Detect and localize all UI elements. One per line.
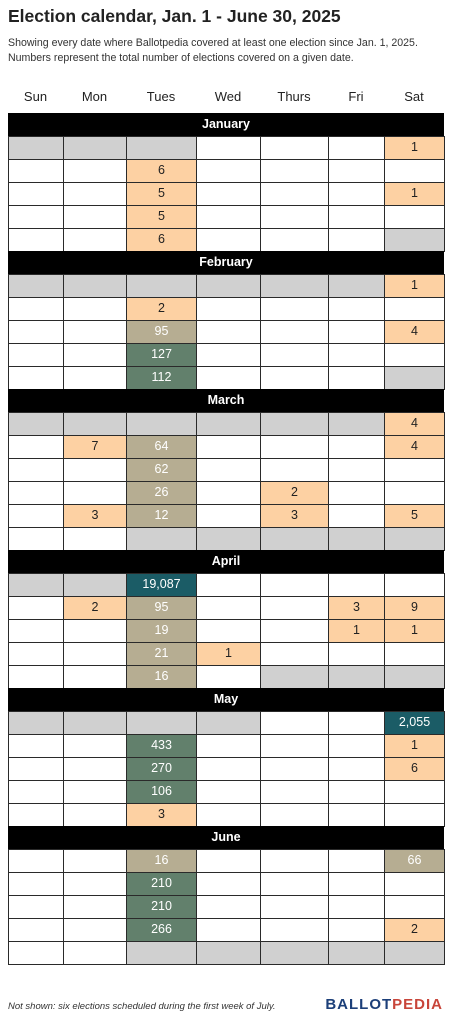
calendar-cell <box>8 228 64 252</box>
calendar-cell <box>63 734 127 758</box>
calendar-cell-elections: 19,087 <box>126 573 197 597</box>
calendar-cell-outside-month <box>384 941 445 965</box>
calendar-cell-outside-month <box>260 412 329 436</box>
calendar-cell <box>260 343 329 367</box>
calendar-cell-elections: 210 <box>126 872 197 896</box>
calendar-cell <box>63 757 127 781</box>
calendar-cell <box>196 481 261 505</box>
calendar-cell <box>196 780 261 804</box>
calendar-cell <box>8 734 64 758</box>
calendar-cell-elections: 3 <box>260 504 329 528</box>
calendar-cell <box>196 297 261 321</box>
calendar-cell-outside-month <box>126 941 197 965</box>
calendar-cell-elections: 16 <box>126 665 197 689</box>
calendar-cell-elections: 26 <box>126 481 197 505</box>
calendar-cell <box>8 665 64 689</box>
calendar-cell <box>196 504 261 528</box>
calendar-cell-elections: 270 <box>126 757 197 781</box>
logo-part-ballot: BALLOT <box>325 996 393 1013</box>
calendar-cell <box>63 159 127 183</box>
calendar-cell-outside-month <box>196 412 261 436</box>
calendar-cell-outside-month <box>196 711 261 735</box>
calendar-cell <box>8 872 64 896</box>
calendar-cell <box>328 642 385 666</box>
ballotpedia-logo <box>325 996 443 1013</box>
calendar-cell <box>8 297 64 321</box>
weekday-wed: Wed <box>214 89 242 104</box>
calendar-cell <box>196 136 261 160</box>
calendar-cell-elections: 5 <box>384 504 445 528</box>
calendar-cell <box>196 918 261 942</box>
calendar-cell <box>8 343 64 367</box>
calendar-cell <box>196 573 261 597</box>
calendar-cell <box>328 435 385 459</box>
calendar-cell <box>260 711 329 735</box>
calendar-cell <box>328 343 385 367</box>
calendar-cell <box>196 205 261 229</box>
calendar-cell <box>328 711 385 735</box>
calendar-cell <box>196 803 261 827</box>
calendar-cell <box>63 205 127 229</box>
calendar-cell-elections: 9 <box>384 596 445 620</box>
calendar-cell-outside-month <box>8 573 64 597</box>
calendar-cell <box>384 481 445 505</box>
calendar-cell <box>196 619 261 643</box>
calendar-cell <box>328 297 385 321</box>
calendar-cell <box>328 228 385 252</box>
calendar-cell-outside-month <box>328 941 385 965</box>
calendar-cell <box>63 849 127 873</box>
calendar-cell-elections: 3 <box>328 596 385 620</box>
calendar-cell <box>328 734 385 758</box>
calendar-cell <box>63 780 127 804</box>
calendar-cell <box>8 159 64 183</box>
calendar-cell <box>260 182 329 206</box>
calendar-cell <box>196 320 261 344</box>
calendar-cell <box>63 458 127 482</box>
calendar-cell <box>384 573 445 597</box>
calendar-cell <box>63 343 127 367</box>
calendar-cell <box>328 136 385 160</box>
calendar-cell <box>260 159 329 183</box>
weekday-sat: Sat <box>404 89 424 104</box>
calendar-cell-elections: 6 <box>384 757 445 781</box>
calendar-cell-elections: 62 <box>126 458 197 482</box>
calendar-cell <box>328 872 385 896</box>
calendar-cell <box>8 780 64 804</box>
calendar-cell <box>8 205 64 229</box>
calendar-cell <box>260 136 329 160</box>
calendar-cell <box>260 458 329 482</box>
calendar-cell <box>328 320 385 344</box>
calendar-cell-outside-month <box>328 665 385 689</box>
calendar-cell <box>196 228 261 252</box>
calendar-cell <box>384 205 445 229</box>
calendar-cell <box>8 642 64 666</box>
calendar-cell <box>260 849 329 873</box>
calendar-cell-outside-month <box>63 136 127 160</box>
calendar-cell <box>196 159 261 183</box>
weekday-tues: Tues <box>146 89 176 104</box>
calendar-cell-elections: 1 <box>384 734 445 758</box>
calendar-cell <box>63 366 127 390</box>
calendar-cell <box>384 803 445 827</box>
calendar-cell <box>260 918 329 942</box>
month-header-april: April <box>8 550 444 573</box>
calendar-cell <box>196 872 261 896</box>
calendar-cell-outside-month <box>8 274 64 298</box>
calendar-cell-outside-month <box>328 274 385 298</box>
calendar-cell <box>63 320 127 344</box>
calendar-cell-elections: 2 <box>63 596 127 620</box>
calendar-cell <box>260 573 329 597</box>
month-header-february: February <box>8 251 444 274</box>
calendar-cell <box>8 182 64 206</box>
calendar-cell <box>196 343 261 367</box>
calendar-cell <box>260 297 329 321</box>
calendar-cell <box>196 435 261 459</box>
chart-subtitle <box>8 36 448 66</box>
calendar-cell-elections: 127 <box>126 343 197 367</box>
calendar-cell <box>328 458 385 482</box>
calendar-cell <box>63 297 127 321</box>
calendar-cell <box>384 872 445 896</box>
calendar-cell <box>260 435 329 459</box>
calendar-cell-outside-month <box>196 941 261 965</box>
calendar-cell <box>8 435 64 459</box>
calendar-cell-outside-month <box>126 527 197 551</box>
calendar-cell-elections: 64 <box>126 435 197 459</box>
calendar-cell-outside-month <box>8 711 64 735</box>
calendar-cell <box>328 504 385 528</box>
calendar-cell-outside-month <box>63 573 127 597</box>
month-header-june: June <box>8 826 444 849</box>
calendar-cell <box>328 366 385 390</box>
calendar-cell <box>196 757 261 781</box>
calendar-cell-elections: 1 <box>384 136 445 160</box>
calendar-cell <box>260 228 329 252</box>
calendar-cell-elections: 4 <box>384 412 445 436</box>
calendar-cell <box>196 182 261 206</box>
calendar-cell <box>260 872 329 896</box>
calendar-cell-elections: 12 <box>126 504 197 528</box>
calendar-cell <box>384 780 445 804</box>
calendar-cell-elections: 1 <box>196 642 261 666</box>
calendar-cell <box>328 159 385 183</box>
calendar-cell <box>384 343 445 367</box>
calendar-cell-outside-month <box>63 711 127 735</box>
calendar-cell-elections: 112 <box>126 366 197 390</box>
calendar-cell <box>63 182 127 206</box>
calendar-cell <box>328 803 385 827</box>
calendar-cell-elections: 1 <box>328 619 385 643</box>
calendar-cell <box>196 366 261 390</box>
calendar-cell <box>384 297 445 321</box>
calendar-cell-elections: 3 <box>63 504 127 528</box>
calendar-cell-elections: 5 <box>126 205 197 229</box>
calendar-cell-outside-month <box>260 941 329 965</box>
calendar-cell-elections: 6 <box>126 159 197 183</box>
calendar-cell-outside-month <box>384 665 445 689</box>
calendar-cell <box>63 481 127 505</box>
calendar-cell <box>63 895 127 919</box>
calendar-cell <box>328 849 385 873</box>
calendar-cell <box>8 366 64 390</box>
calendar-cell <box>8 757 64 781</box>
calendar-cell <box>63 642 127 666</box>
calendar-cell <box>63 803 127 827</box>
calendar-cell <box>260 895 329 919</box>
calendar-cell-outside-month <box>126 412 197 436</box>
calendar-cell <box>328 481 385 505</box>
calendar-cell <box>384 159 445 183</box>
calendar-cell <box>196 458 261 482</box>
calendar-cell-elections: 7 <box>63 435 127 459</box>
calendar-cell-elections: 6 <box>126 228 197 252</box>
calendar-cell-elections: 2 <box>126 297 197 321</box>
calendar-cell <box>260 642 329 666</box>
calendar-cell <box>328 780 385 804</box>
calendar-cell <box>63 941 127 965</box>
calendar-cell-outside-month <box>260 274 329 298</box>
calendar-cell-outside-month <box>63 412 127 436</box>
calendar-cell <box>328 205 385 229</box>
calendar-cell-outside-month <box>384 228 445 252</box>
calendar-cell <box>63 527 127 551</box>
chart-title: Election calendar, Jan. 1 - June 30, 2025 <box>8 6 341 26</box>
calendar-cell <box>328 757 385 781</box>
calendar-cell-elections: 1 <box>384 619 445 643</box>
calendar-cell <box>384 458 445 482</box>
calendar-cell <box>260 803 329 827</box>
calendar-cell <box>260 366 329 390</box>
subtitle-line-2: Numbers represent the total number of elections covered on a given date. <box>8 52 354 64</box>
calendar-cell-outside-month <box>126 136 197 160</box>
subtitle-line-1: Showing every date where Ballotpedia covered at least one election since Jan. 1, 2025. <box>8 37 418 49</box>
calendar-cell <box>8 619 64 643</box>
calendar-cell <box>63 918 127 942</box>
calendar-cell-elections: 4 <box>384 435 445 459</box>
calendar-cell-elections: 95 <box>126 320 197 344</box>
calendar-cell-outside-month <box>260 527 329 551</box>
calendar-cell <box>8 527 64 551</box>
calendar-cell-elections: 266 <box>126 918 197 942</box>
calendar-cell-outside-month <box>196 274 261 298</box>
calendar-cell-elections: 5 <box>126 182 197 206</box>
calendar-cell <box>328 895 385 919</box>
calendar-cell-outside-month <box>384 366 445 390</box>
calendar-cell <box>8 849 64 873</box>
calendar-cell <box>8 918 64 942</box>
calendar-cell-outside-month <box>8 412 64 436</box>
footnote: Not shown: six elections scheduled during the first week of July. <box>8 1001 276 1012</box>
calendar-cell <box>8 803 64 827</box>
calendar-cell-elections: 1 <box>384 182 445 206</box>
weekday-thurs: Thurs <box>277 89 311 104</box>
calendar-cell-elections: 106 <box>126 780 197 804</box>
calendar-cell <box>63 665 127 689</box>
calendar-cell-outside-month <box>384 527 445 551</box>
calendar-cell <box>8 895 64 919</box>
calendar-cell-outside-month <box>328 412 385 436</box>
calendar-cell-elections: 66 <box>384 849 445 873</box>
calendar-cell <box>328 182 385 206</box>
calendar-cell <box>196 895 261 919</box>
calendar-cell-elections: 95 <box>126 596 197 620</box>
calendar-cell-outside-month <box>126 274 197 298</box>
calendar-cell-elections: 4 <box>384 320 445 344</box>
calendar-cell <box>63 872 127 896</box>
logo-part-pedia: PEDIA <box>392 996 443 1013</box>
calendar-cell <box>8 320 64 344</box>
calendar-cell <box>196 849 261 873</box>
calendar-cell <box>8 504 64 528</box>
month-header-may: May <box>8 688 444 711</box>
calendar-cell <box>328 573 385 597</box>
calendar-cell-outside-month <box>126 711 197 735</box>
calendar-cell-elections: 3 <box>126 803 197 827</box>
weekday-mon: Mon <box>81 89 108 104</box>
calendar-cell <box>63 228 127 252</box>
calendar-cell-elections: 1 <box>384 274 445 298</box>
calendar-cell-elections: 19 <box>126 619 197 643</box>
calendar-cell <box>8 941 64 965</box>
calendar-cell-elections: 21 <box>126 642 197 666</box>
calendar-cell <box>8 458 64 482</box>
calendar-cell <box>196 596 261 620</box>
calendar-cell-elections: 16 <box>126 849 197 873</box>
calendar-cell <box>260 780 329 804</box>
calendar-cell <box>196 665 261 689</box>
calendar-cell-outside-month <box>8 136 64 160</box>
calendar-cell <box>260 320 329 344</box>
calendar-cell <box>8 596 64 620</box>
calendar-cell <box>384 642 445 666</box>
calendar-cell-elections: 433 <box>126 734 197 758</box>
weekday-sun: Sun <box>23 89 48 104</box>
calendar-cell <box>260 734 329 758</box>
calendar-cell-outside-month <box>63 274 127 298</box>
calendar-cell <box>196 734 261 758</box>
calendar-cell <box>8 481 64 505</box>
calendar-cell <box>260 596 329 620</box>
calendar-cell <box>260 619 329 643</box>
calendar-cell <box>63 619 127 643</box>
month-header-march: March <box>8 389 444 412</box>
calendar-cell-elections: 2,055 <box>384 711 445 735</box>
calendar-cell <box>384 895 445 919</box>
weekday-fri: Fri <box>348 89 364 104</box>
calendar-cell <box>328 918 385 942</box>
calendar-cell-elections: 2 <box>384 918 445 942</box>
calendar-cell-elections: 210 <box>126 895 197 919</box>
calendar-cell-elections: 2 <box>260 481 329 505</box>
calendar-cell-outside-month <box>328 527 385 551</box>
calendar-cell-outside-month <box>260 665 329 689</box>
calendar-cell-outside-month <box>196 527 261 551</box>
month-header-january: January <box>8 113 444 136</box>
calendar-cell <box>260 205 329 229</box>
calendar-cell <box>260 757 329 781</box>
